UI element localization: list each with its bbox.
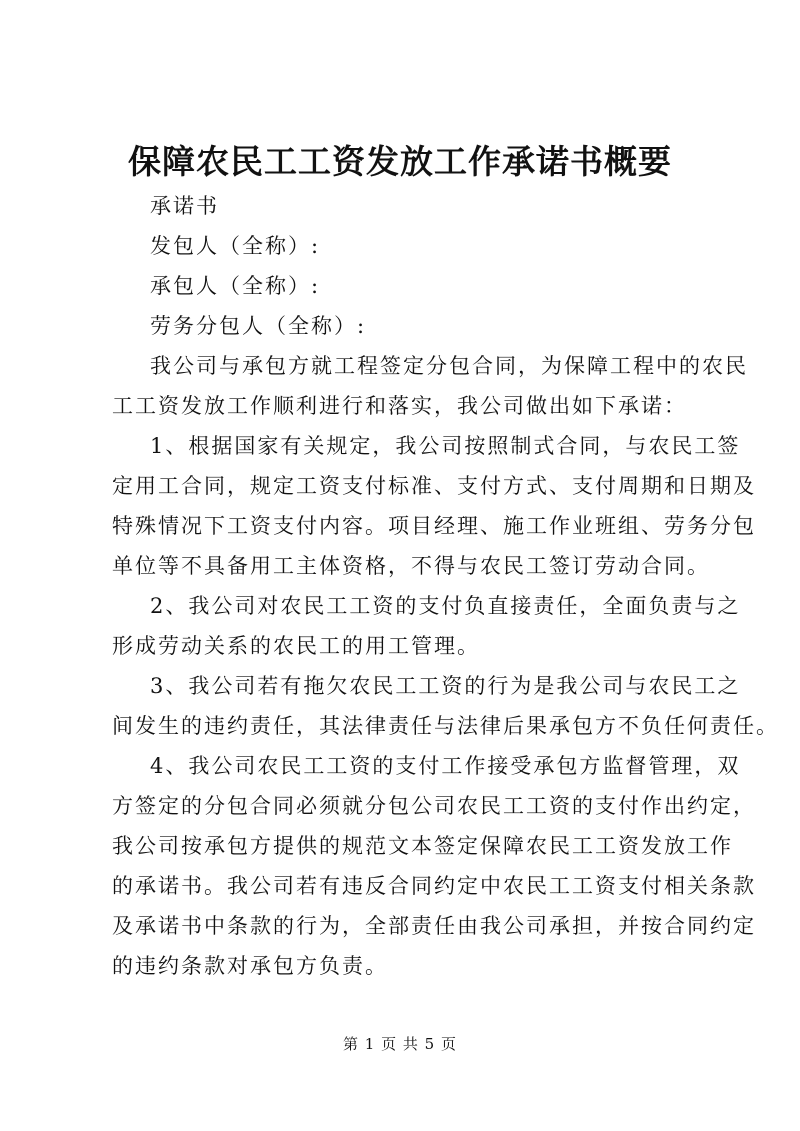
paragraph-line: 定用工合同，规定工资支付标准、支付方式、支付周期和日期及 (112, 474, 756, 498)
paragraph-line: 单位等不具备用工主体资格，不得与农民工签订劳动合同。 (112, 554, 710, 578)
paragraph-line: 我公司与承包方就工程签定分包合同，为保障工程中的农民 (150, 354, 748, 378)
paragraph-line: 的承诺书。我公司若有违反合同约定中农民工工资支付相关条款 (112, 874, 756, 898)
paragraph-line: 间发生的违约责任，其法律责任与法律后果承包方不负任何责任。 (112, 714, 779, 738)
paragraph-line: 4、我公司农民工工资的支付工作接受承包方监督管理，双 (150, 754, 741, 778)
paragraph-line: 1、根据国家有关规定，我公司按照制式合同，与农民工签 (150, 434, 741, 458)
paragraph-line: 我公司按承包方提供的规范文本签定保障农民工工资发放工作 (112, 834, 733, 858)
document-body (112, 186, 779, 986)
paragraph-line: 3、我公司若有拖欠农民工工资的行为是我公司与农民工之 (150, 674, 741, 698)
paragraph-line: 工工资发放工作顺利进行和落实，我公司做出如下承诺： (112, 394, 687, 418)
page-number-footer: 第 1 页 共 5 页 (343, 1035, 457, 1053)
paragraph-line: 形成劳动关系的农民工的用工管理。 (112, 634, 480, 658)
employer-line: 发包人（全称）: (150, 234, 321, 258)
paragraph-line: 2、我公司对农民工工资的支付负直接责任，全面负责与之 (150, 594, 741, 618)
heading-line: 承诺书 (150, 194, 219, 218)
contractor-line: 承包人（全称）: (150, 274, 321, 298)
paragraph-line: 的违约条款对承包方负责。 (112, 954, 388, 978)
subcontractor-line: 劳务分包人（全称）: (150, 314, 367, 338)
paragraph-line: 及承诺书中条款的行为，全部责任由我公司承担，并按合同约定 (112, 914, 756, 938)
paragraph-line: 特殊情况下工资支付内容。项目经理、施工作业班组、劳务分包 (112, 514, 756, 538)
paragraph-line: 方签定的分包合同必须就分包公司农民工工资的支付作出约定， (112, 794, 756, 818)
document-title: 保障农民工工资发放工作承诺书概要 (128, 142, 672, 181)
